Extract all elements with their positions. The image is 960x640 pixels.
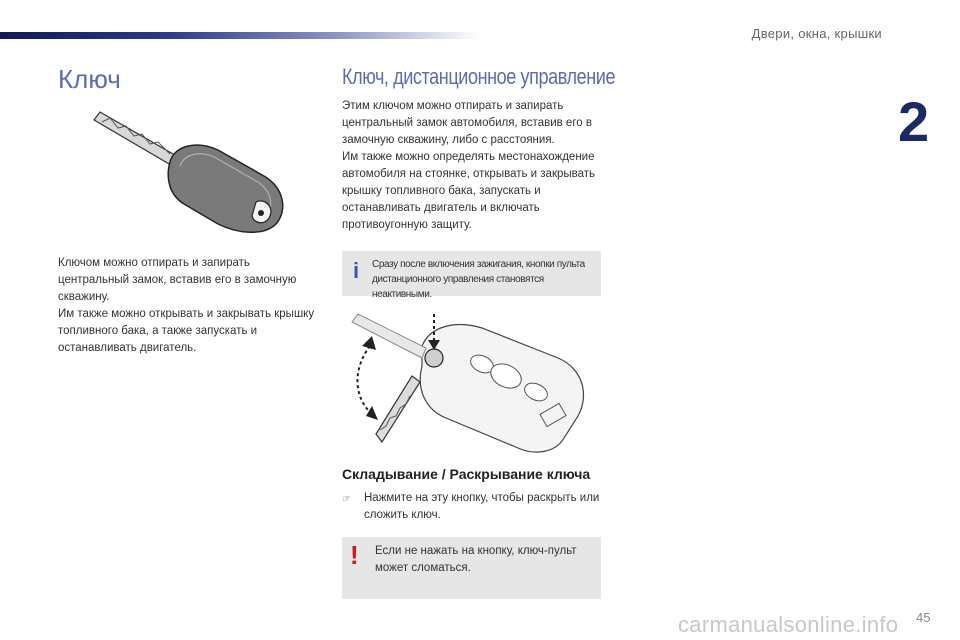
key-illustration [88,106,298,246]
remote-key-title: Ключ, дистанционное управление [342,64,616,89]
remote-key-description: Этим ключом можно отпирать и запирать центральный замок автомобиля, вставив его в замочную скважину, либо с расстояния. Им также можно определять местонахождение автомобиля на стоянке, открывать и закрывать крышку топливного бака, запускать и останавливать двигатель и включать противоугонную защиту. [342,100,596,231]
chapter-number: 2 [898,90,930,153]
page-number: 45 [916,610,931,625]
warning-note-text: Если не нажать на кнопку, ключ-пульт может сломаться. [375,545,577,574]
info-note-text: Сразу после включения зажигания, кнопки пульта дистанционного управления становятся неактивными. [372,259,585,300]
key-title: Ключ [58,64,121,94]
pointing-hand-icon: ☞ [342,494,351,505]
fold-instruction-text: Нажмите на эту кнопку, чтобы раскрыть или сложить ключ. [364,492,600,521]
info-icon: i [352,258,360,283]
remote-key-fold-illustration [346,306,596,456]
fold-instruction [342,490,604,524]
warning-note-box [342,537,601,599]
header-accent-bar [0,32,480,39]
key-description: Ключом можно отпирать и запирать центральный замок, вставив его в замочную скважину. Им также можно открывать и закрывать крышку топливного бака, а также запускать и останавливать двигатель. [58,257,315,354]
info-note-box [342,251,601,300]
fold-unfold-subheading: Складывание / Раскрывание ключа [342,466,591,482]
watermark: carmanualsonline.info [678,612,899,637]
section-header: Двери, окна, крышки [751,26,882,41]
warning-icon: ! [350,540,359,570]
